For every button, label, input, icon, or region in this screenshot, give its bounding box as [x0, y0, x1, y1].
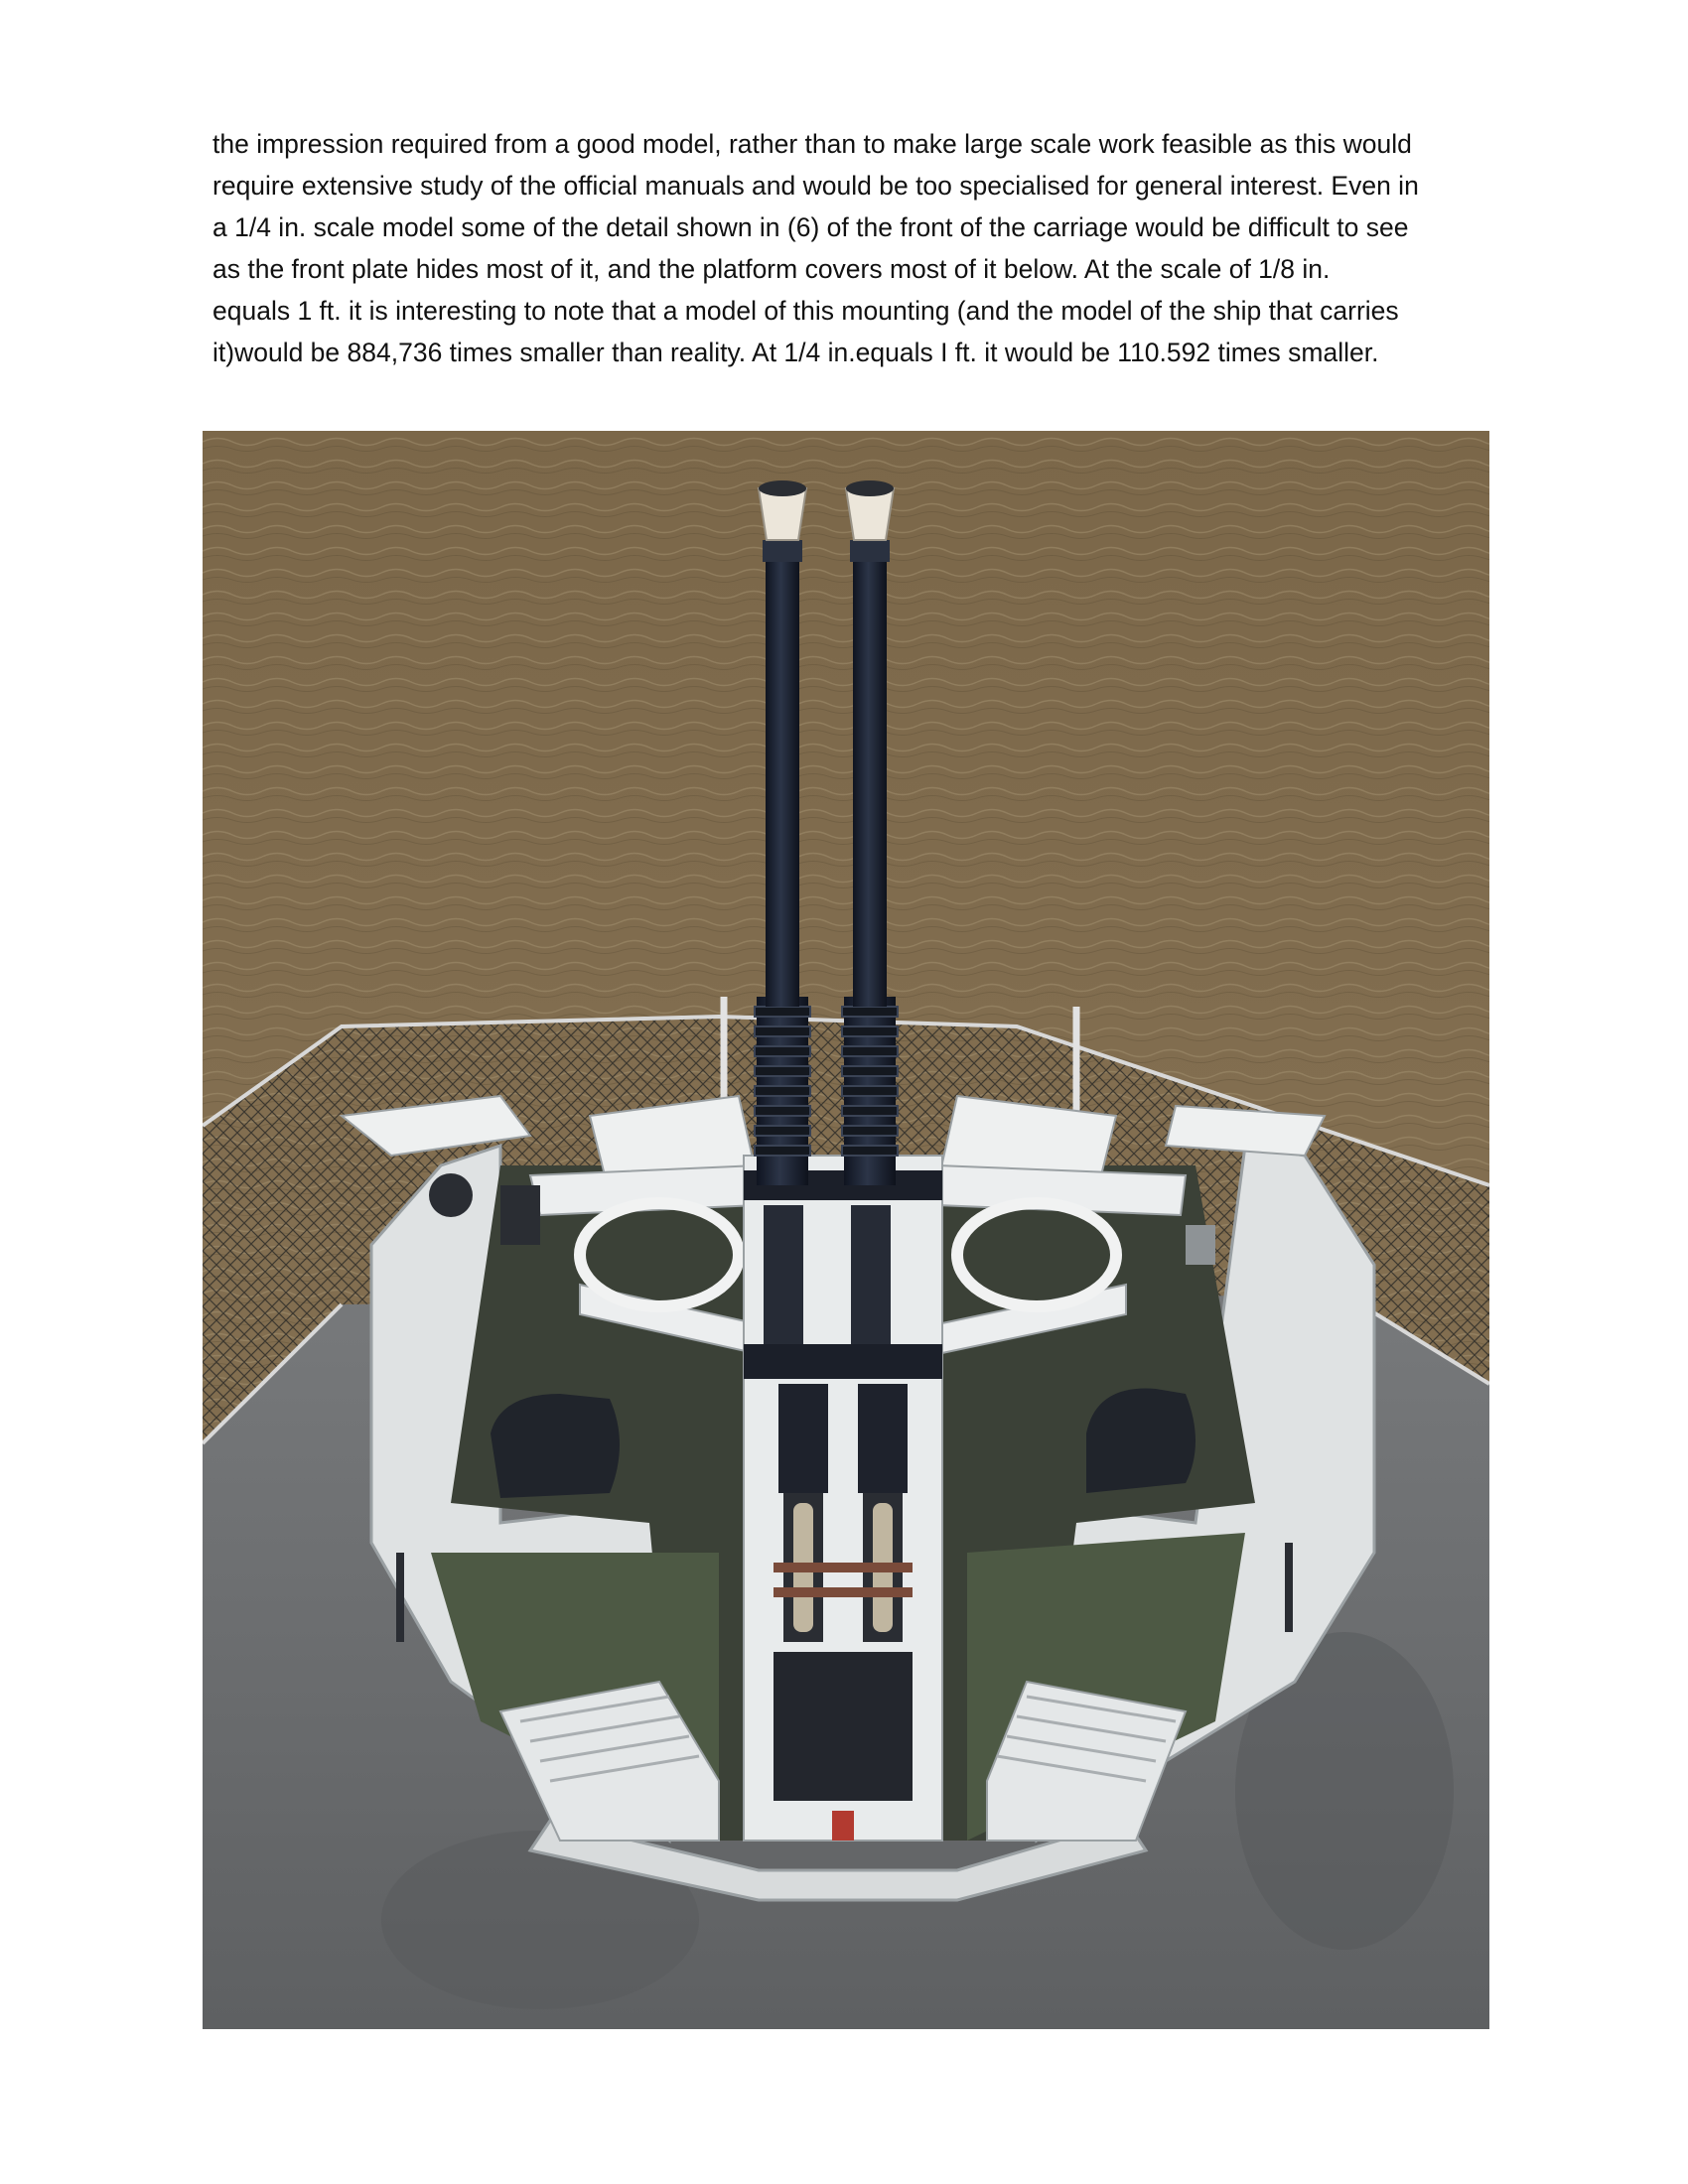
paragraph-line: require extensive study of the official manuals and would be too specialised for general interest. Even in — [212, 171, 1419, 201]
paragraph-line: a 1/4 in. scale model some of the detail shown in (6) of the front of the carriage would be difficult to see — [212, 212, 1409, 242]
clip-guide-bar — [774, 1587, 913, 1597]
layer-seat-left — [491, 1394, 620, 1498]
breech-block-right — [858, 1384, 908, 1493]
flash-hider-left — [759, 480, 806, 540]
carriage-clamp-lower — [744, 1344, 942, 1379]
shield-handle-right — [1285, 1543, 1293, 1632]
breech-block-left — [778, 1384, 828, 1493]
paragraph-line: the impression required from a good model, rather than to make large scale work feasible as this would — [212, 129, 1412, 159]
body-paragraph — [212, 123, 1503, 373]
right-wing-platform — [1166, 1106, 1325, 1156]
sight-box — [500, 1185, 540, 1245]
paragraph-line: it)would be 884,736 times smaller than reality. At 1/4 in.equals I ft. it would be 110.592 times smaller. — [212, 338, 1379, 367]
barrel-breech-left — [764, 1205, 803, 1344]
paragraph-line: equals 1 ft. it is interesting to note that a model of this mounting (and the model of the ship that carries — [212, 296, 1399, 326]
fuse-setter — [1186, 1225, 1215, 1265]
clip-guide-bar — [774, 1563, 913, 1572]
photo-illustration — [203, 431, 1489, 2029]
layer-seat-right — [1086, 1389, 1196, 1493]
photo-gun-mounting — [203, 431, 1489, 2029]
flash-hider-right — [846, 480, 894, 540]
handwheel-icon — [429, 1173, 473, 1217]
red-marker — [832, 1811, 854, 1841]
barrel-breech-right — [851, 1205, 891, 1344]
paragraph-line: as the front plate hides most of it, and the platform covers most of it below. At the scale of 1/8 in. — [212, 254, 1331, 284]
feed-chute — [774, 1652, 913, 1801]
shield-handle-left — [396, 1553, 404, 1642]
